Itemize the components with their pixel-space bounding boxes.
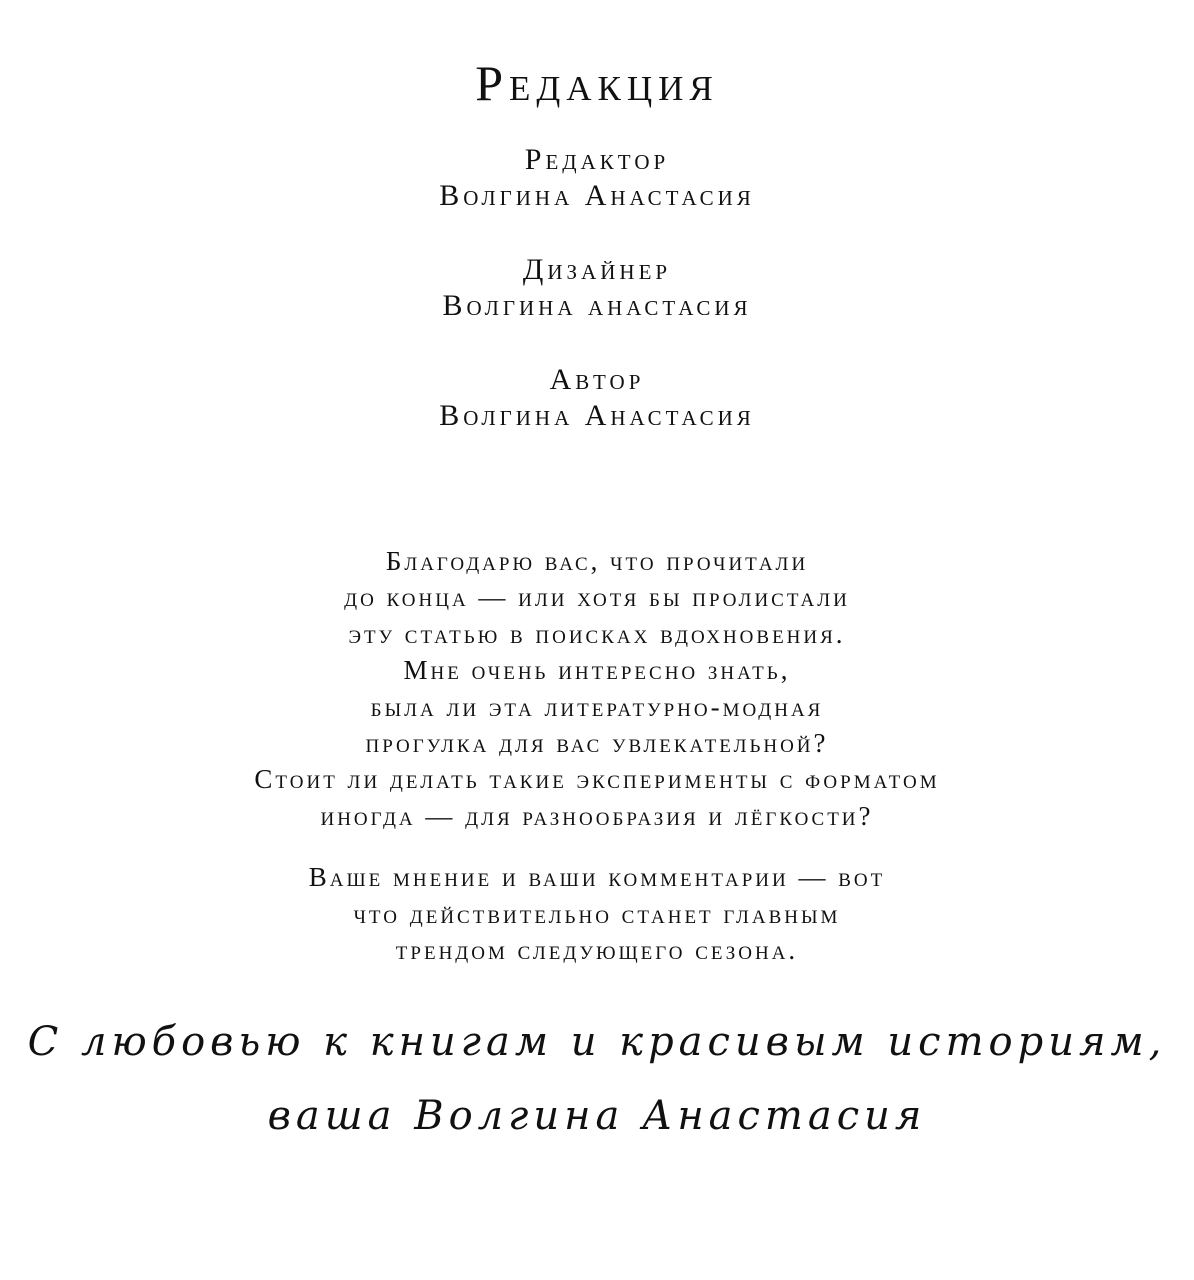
- signature-line: С любовью к книгам и красивым историям,: [27, 1019, 1167, 1065]
- thanks-line: иногда — для разнообразия и лёгкости?: [320, 800, 874, 831]
- thanks-line: эту статью в поисках вдохновения.: [348, 618, 846, 649]
- comment-line: Ваше мнение и ваши комментарии — вот: [308, 862, 886, 893]
- credit-author: [0, 362, 1194, 434]
- thanks-line: до конца — или хотя бы пролистали: [344, 582, 850, 613]
- credits-section: [0, 142, 1194, 472]
- comment-line: трендом следующего сезона.: [395, 935, 799, 966]
- credit-role: Редактор: [524, 143, 670, 176]
- credit-name: Волгина Анастасия: [439, 179, 755, 212]
- credit-name: Волгина Анастасия: [439, 399, 755, 432]
- thanks-line: Стоит ли делать такие эксперименты с форматом: [254, 764, 940, 795]
- thanks-line: Мне очень интересно знать,: [403, 655, 791, 686]
- thanks-text: [0, 543, 1194, 968]
- credit-name: Волгина анастасия: [442, 289, 752, 322]
- thanks-line: прогулка для вас увлекательной?: [365, 728, 829, 759]
- credit-role: Дизайнер: [522, 253, 672, 286]
- paragraph-gap: [0, 834, 1194, 859]
- thanks-line: была ли эта литературно-модная: [370, 691, 824, 722]
- credit-editor: [0, 142, 1194, 214]
- credit-designer: [0, 252, 1194, 324]
- credit-role: Автор: [549, 363, 645, 396]
- comment-line: что действительно станет главным: [353, 898, 841, 929]
- signature: [0, 1005, 1194, 1153]
- signature-line: ваша Волгина Анастасия: [267, 1093, 927, 1139]
- page-title: Редакция: [475, 55, 719, 111]
- thanks-line: Благодарю вас, что прочитали: [385, 546, 809, 576]
